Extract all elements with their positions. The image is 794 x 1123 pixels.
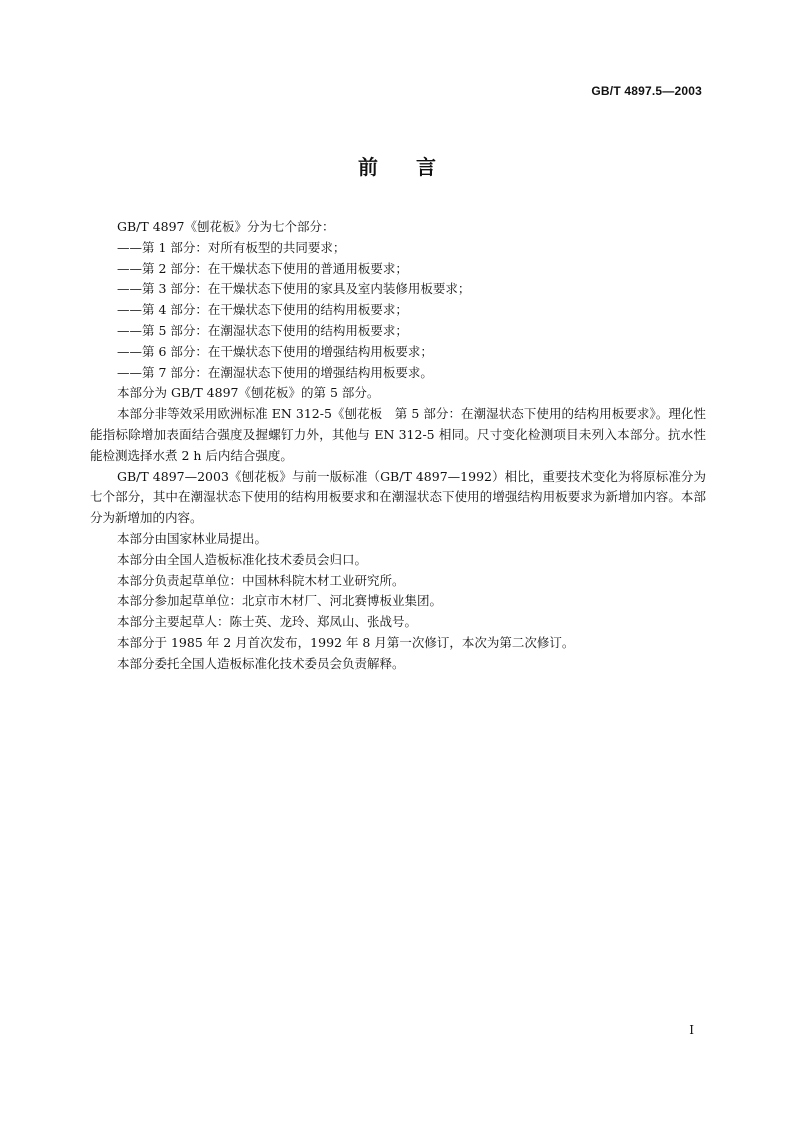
page-number: I [689,1023,694,1037]
paragraph: 本部分委托全国人造板标准化技术委员会负责解释。 [117,655,405,671]
paragraph: GB/T 4897《刨花板》分为七个部分： [117,219,335,234]
page-title: 前言 [358,155,474,179]
list-item: ——第 4 部分：在干燥状态下使用的结构用板要求； [117,302,408,318]
paragraph: 本部分参加起草单位：北京市木材厂、河北赛博板业集团。 [117,593,443,609]
paragraph: 本部分为 GB/T 4897《刨花板》的第 5 部分。 [117,385,380,401]
list-item: ——第 5 部分：在潮湿状态下使用的结构用板要求； [117,322,408,338]
list-item: ——第 1 部分：对所有板型的共同要求； [117,239,346,255]
paragraph: 本部分由全国人造板标准化技术委员会归口。 [117,551,368,567]
paragraph: 本部分于 1985 年 2 月首次发布，1992 年 8 月第一次修订，本次为第二次修订。 [117,634,575,650]
paragraph: 本部分主要起草人：陈士英、龙玲、郑凤山、张战号。 [117,614,418,630]
list-item: ——第 3 部分：在干燥状态下使用的家具及室内装修用板要求； [117,281,471,297]
list-item: ——第 6 部分：在干燥状态下使用的增强结构用板要求； [117,343,433,359]
list-item: ——第 2 部分：在干燥状态下使用的普通用板要求； [117,260,408,276]
paragraph: 本部分非等效采用欧洲标准 EN 312-5《刨花板 第 5 部分：在潮湿状态下使用的结构用板要求》。理化性能指标除增加表面结合强度及握螺钉力外，其他与 EN 312-5 相同。尺寸变化检测项目未列入本部分。抗水性能检测选择水煮 2 h 后内结合强度。 [90,406,706,463]
document-body [90,217,706,675]
paragraph: 本部分由国家林业局提出。 [117,530,268,546]
list-item: ——第 7 部分：在潮湿状态下使用的增强结构用板要求。 [117,364,433,380]
standard-code: GB/T 4897.5—2003 [591,84,702,98]
paragraph: 本部分负责起草单位：中国林科院木材工业研究所。 [117,572,405,588]
paragraph: GB/T 4897—2003《刨花板》与前一版标准（GB/T 4897—1992）相比，重要技术变化为将原标准分为七个部分，其中在潮湿状态下使用的结构用板要求和在潮湿状态下使用的增强结构用板要求为新增加内容。本部分为新增加的内容。 [90,468,706,526]
